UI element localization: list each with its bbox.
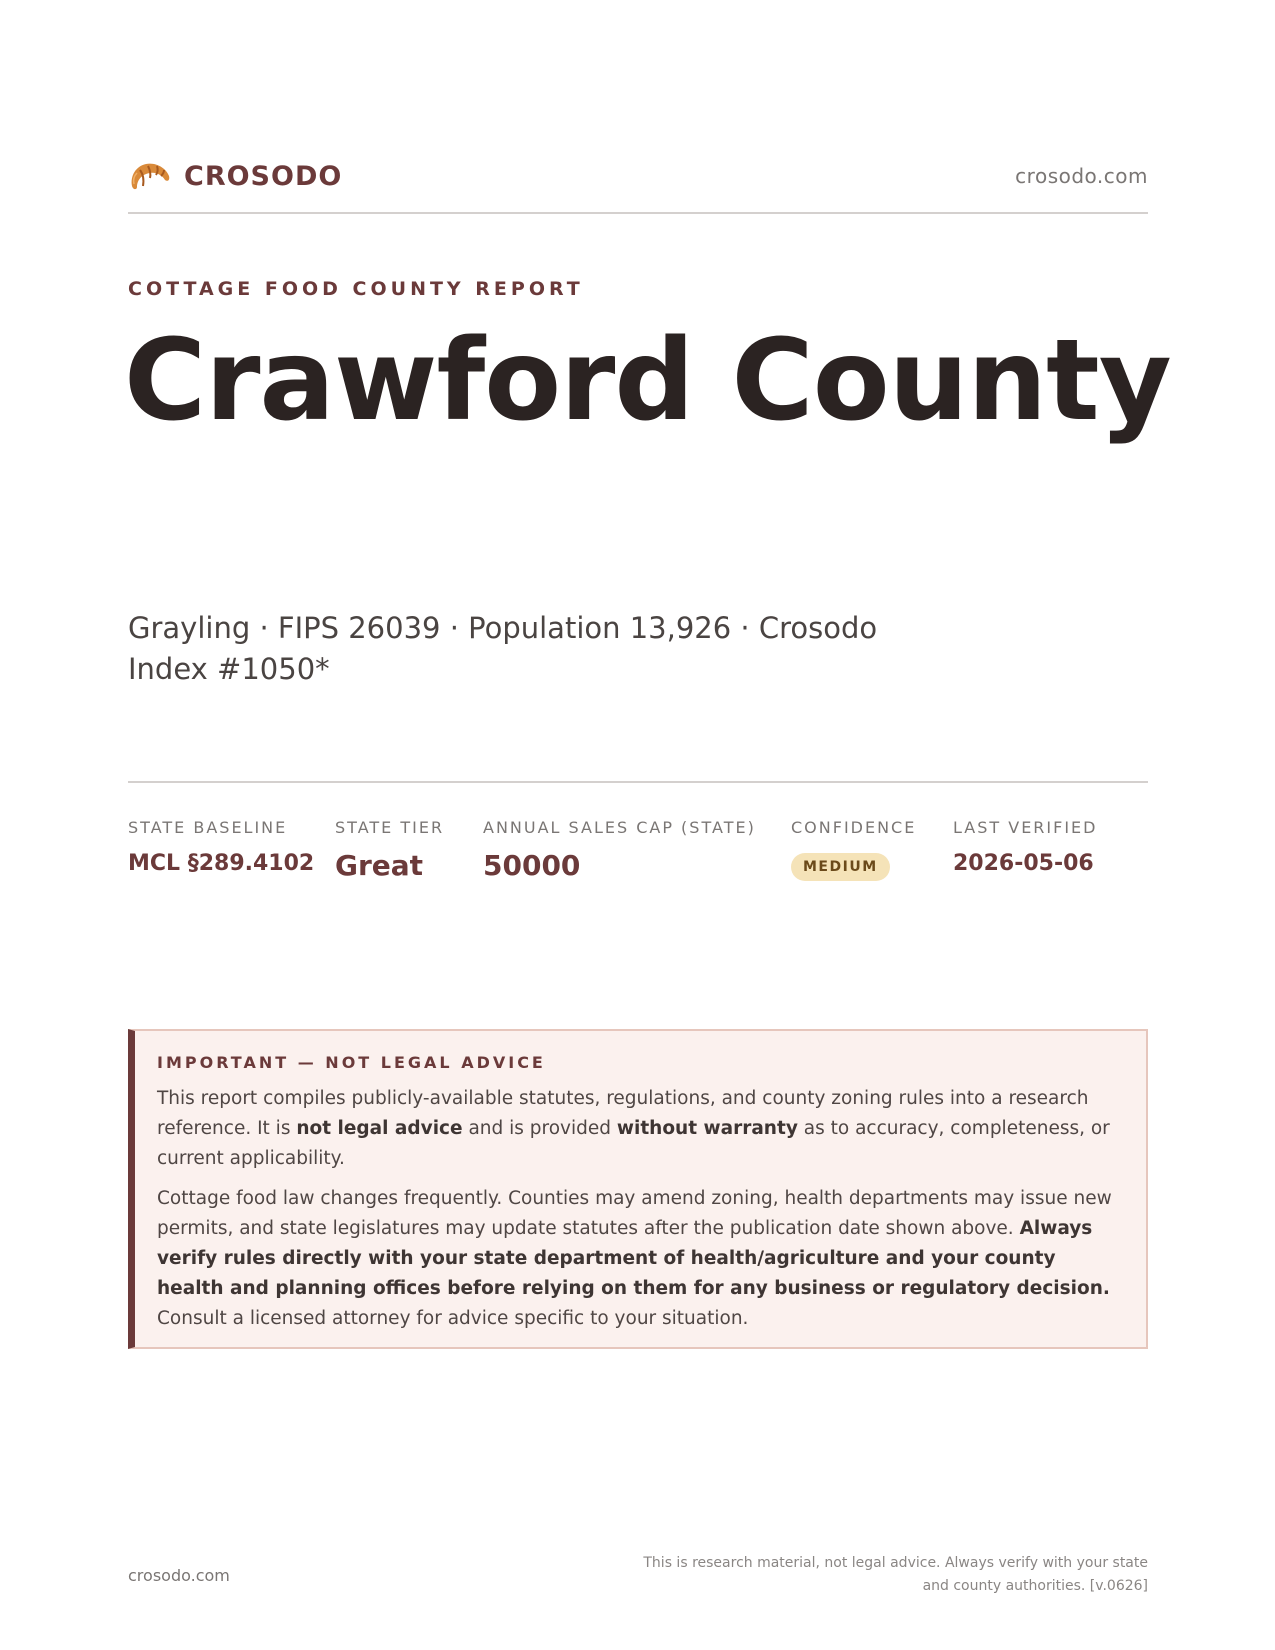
stat-value: 2026-05-06 <box>953 851 1094 876</box>
confidence-badge: MEDIUM <box>791 853 890 881</box>
stat-value: Great <box>335 849 424 882</box>
stat-value: MCL §289.4102 <box>128 851 315 876</box>
notice-emphasis: without warranty <box>616 1118 798 1139</box>
notice-heading: IMPORTANT — NOT LEGAL ADVICE <box>157 1053 546 1072</box>
notice-text: Cottage food law changes frequently. Counties may amend zoning, health departments may issue new permits, and state legislatures may update statutes after the publication date shown above. <box>157 1188 1112 1239</box>
stat-sales-cap <box>483 818 756 882</box>
footer-disclaimer: This is research material, not legal advice. Always verify with your state and county authorities. [v.0626] <box>643 1555 1148 1594</box>
notice-paragraph-2 <box>157 1184 1122 1334</box>
stat-confidence <box>791 818 916 881</box>
notice-text: Consult a licensed attorney for advice specific to your situation. <box>157 1308 749 1329</box>
notice-text: as to accuracy, completeness, or current applicability. <box>157 1118 1110 1169</box>
brand-name: CROSODO <box>184 160 343 192</box>
notice-emphasis: not legal advice <box>296 1118 463 1139</box>
stat-state-tier <box>335 818 444 882</box>
stat-value: 50000 <box>483 849 581 882</box>
stat-label: LAST VERIFIED <box>953 818 1098 837</box>
page-header <box>128 156 1148 214</box>
stat-label: STATE BASELINE <box>128 818 288 837</box>
report-subtitle: Grayling · FIPS 26039 · Population 13,926 · Crosodo Index #1050* <box>128 611 878 686</box>
notice-text: and is provided <box>462 1118 617 1139</box>
section-divider <box>128 781 1148 783</box>
stats-row <box>128 818 1148 898</box>
stat-label: CONFIDENCE <box>791 818 917 837</box>
stat-last-verified <box>953 818 1097 876</box>
site-link[interactable]: crosodo.com <box>1015 164 1148 188</box>
brand[interactable] <box>128 156 342 196</box>
notice-emphasis: Always verify rules directly with your state department of health/agriculture and your county health and planning offices before relying on them for any business or regulatory decision. <box>157 1218 1110 1299</box>
stat-label: ANNUAL SALES CAP (STATE) <box>483 818 756 837</box>
notice-text: This report compiles publicly-available statutes, regulations, and county zoning rules into a research reference. It is <box>157 1088 1089 1139</box>
notice-paragraph-1 <box>157 1084 1122 1174</box>
page-title: Crawford County <box>124 316 1171 446</box>
legal-notice <box>128 1029 1148 1349</box>
footer-site[interactable]: crosodo.com <box>128 1566 230 1585</box>
stat-state-baseline <box>128 818 314 876</box>
stat-label: STATE TIER <box>335 818 445 837</box>
croissant-icon <box>128 156 172 196</box>
report-kicker: COTTAGE FOOD COUNTY REPORT <box>128 278 584 300</box>
